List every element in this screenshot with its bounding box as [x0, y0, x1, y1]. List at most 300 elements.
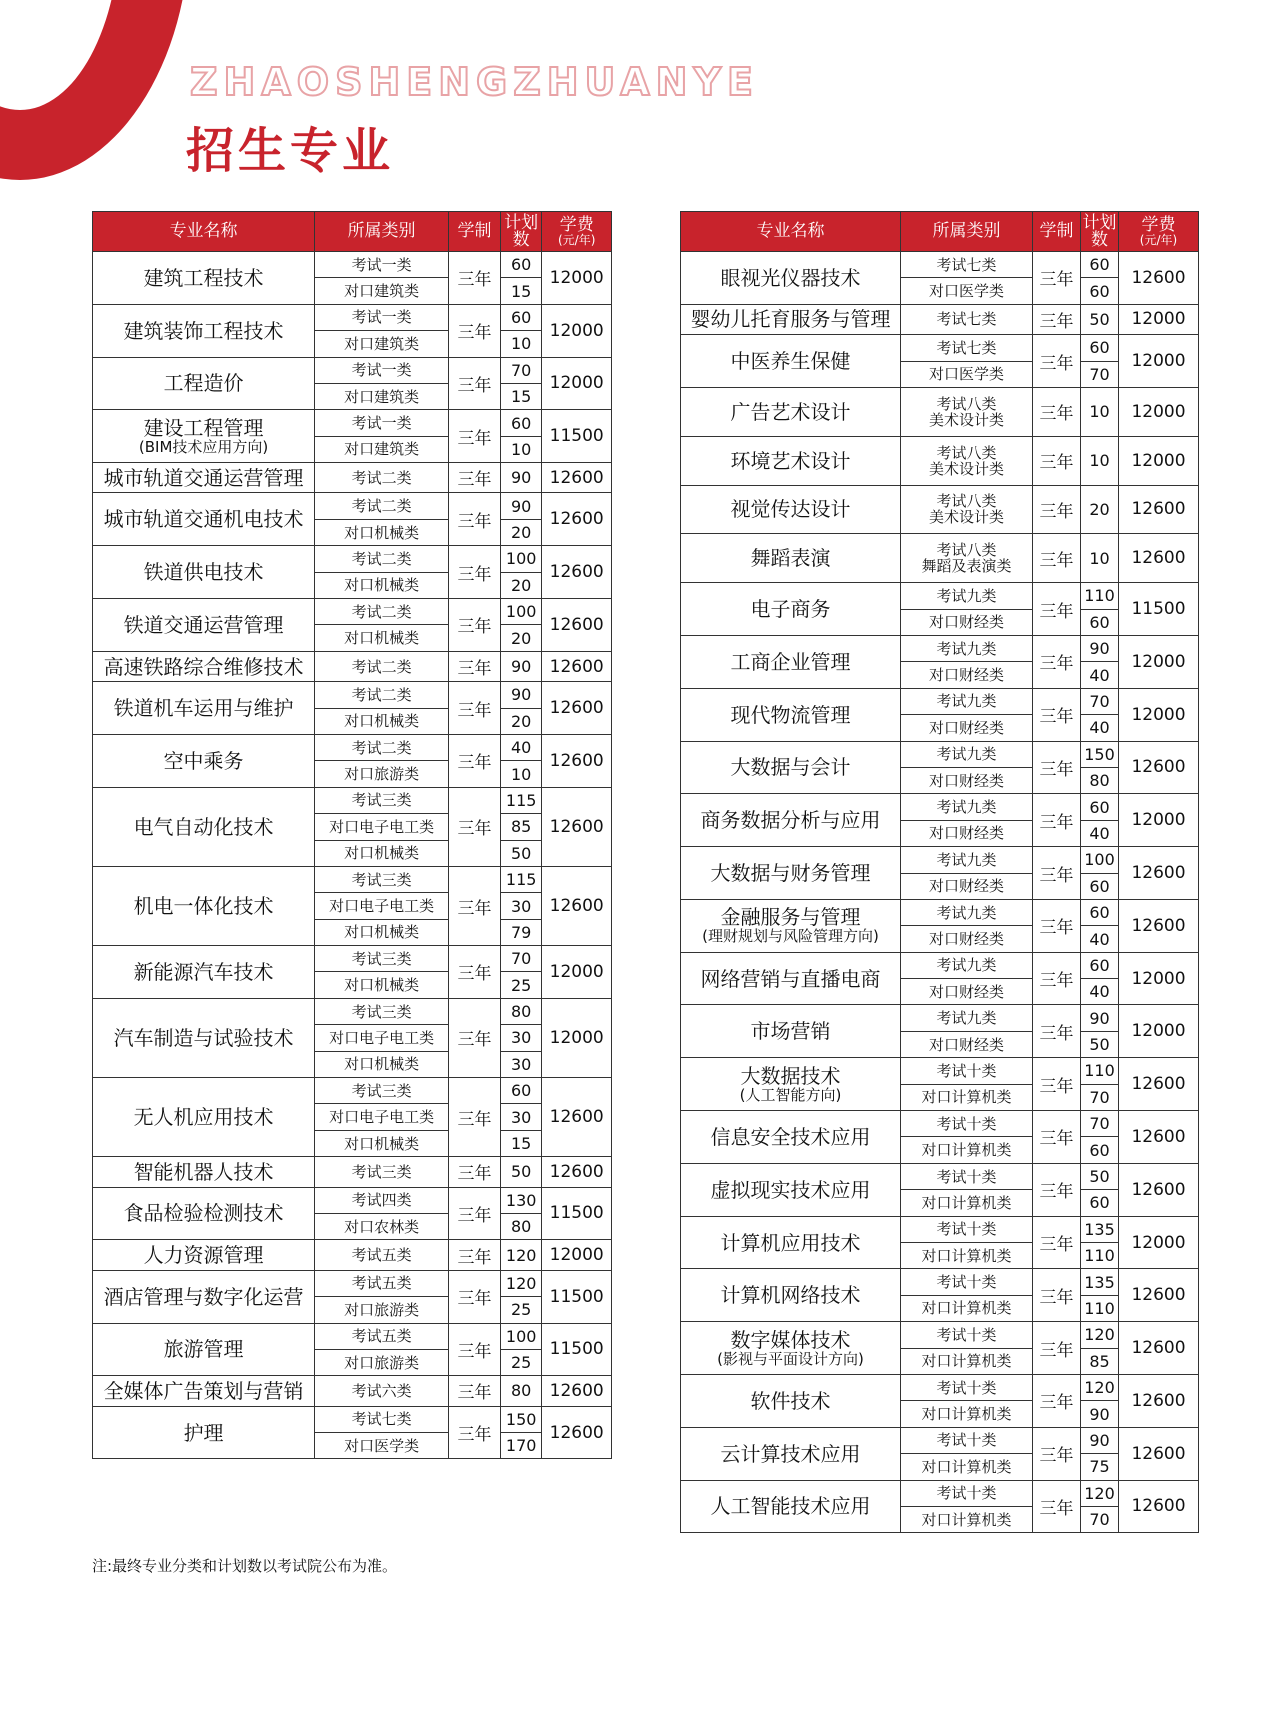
category-label: 考试八类	[936, 394, 997, 413]
category-label: 考试九类	[936, 1009, 997, 1028]
plan-count-cell: 75	[1081, 1454, 1119, 1480]
category-label: 对口电子电工类	[329, 897, 435, 915]
major-name-cell	[681, 534, 901, 583]
plan-count-cell: 60	[1081, 1190, 1119, 1216]
duration-cell: 三年	[1033, 1480, 1081, 1533]
category-cell	[315, 1270, 449, 1296]
category-label: 对口机械类	[344, 576, 420, 595]
category-cell	[315, 761, 449, 787]
plan-count-cell: 10	[500, 761, 542, 787]
category-cell	[315, 682, 449, 708]
fee-cell: 12000	[542, 252, 612, 305]
category-cell	[315, 304, 449, 330]
duration-cell: 三年	[449, 357, 501, 410]
category-cell	[901, 1269, 1033, 1295]
plan-count-cell: 30	[500, 1051, 542, 1077]
plan-count-cell: 60	[500, 410, 542, 436]
fee-cell: 12600	[1119, 534, 1199, 583]
duration-cell: 三年	[449, 599, 501, 652]
table-row	[681, 1111, 1199, 1137]
category-label: 考试二类	[351, 738, 412, 757]
major-name-cell	[681, 794, 901, 847]
category-cell	[901, 1374, 1033, 1400]
plan-count-cell: 10	[500, 331, 542, 357]
plan-count-cell: 60	[1081, 335, 1119, 361]
duration-cell: 三年	[1033, 1374, 1081, 1427]
table-row	[681, 741, 1199, 767]
major-name-cell	[681, 952, 901, 1005]
category-label: 考试八类	[936, 541, 997, 560]
major-direction: (理财规划与风险管理方向)	[702, 927, 879, 946]
major-name-cell	[681, 899, 901, 952]
duration-cell: 三年	[449, 734, 501, 787]
major-direction: (影视与平面设计方向)	[717, 1349, 864, 1368]
major-name-cell	[93, 787, 315, 866]
category-label: 对口计算机类	[921, 1088, 1012, 1107]
category-label: 对口电子电工类	[329, 1028, 435, 1047]
header-fee: 学费 (元/年)	[542, 212, 612, 252]
table-row	[681, 583, 1199, 609]
table-row	[681, 847, 1199, 873]
fee-cell: 12600	[1119, 1163, 1199, 1216]
duration-cell: 三年	[449, 1323, 501, 1376]
major-name-cell	[93, 1270, 315, 1323]
category-label: 考试三类	[351, 870, 412, 889]
table-row	[93, 1323, 612, 1349]
plan-count-cell: 20	[500, 625, 542, 651]
table-row	[681, 636, 1199, 662]
fee-cell: 12600	[542, 1078, 612, 1157]
fee-cell: 12000	[1119, 688, 1199, 741]
major-name: 大数据与财务管理	[710, 861, 871, 886]
category-label: 考试八类	[936, 492, 997, 511]
pinyin-heading: ZHAOSHENGZHUANYE	[190, 60, 759, 104]
major-name: 工商企业管理	[730, 649, 851, 674]
major-name: 电气自动化技术	[133, 814, 274, 839]
category-cell	[315, 1051, 449, 1077]
major-name: 食品检验检测技术	[123, 1201, 284, 1226]
category-cell	[315, 331, 449, 357]
major-name: 金融服务与管理	[720, 905, 861, 930]
duration-cell: 三年	[1033, 688, 1081, 741]
table-row	[681, 1374, 1199, 1400]
major-name: 中医养生保健	[730, 349, 851, 374]
header-duration: 学制	[1033, 212, 1081, 252]
category-label: 考试八类	[936, 443, 997, 462]
category-cell	[315, 787, 449, 813]
category-cell	[315, 357, 449, 383]
category-label: 对口旅游类	[344, 1300, 420, 1319]
fee-cell: 12600	[542, 463, 612, 493]
major-name: 建筑工程技术	[143, 265, 264, 290]
category-label: 考试九类	[936, 639, 997, 658]
plan-count-cell: 50	[1081, 1031, 1119, 1057]
major-name-cell	[93, 304, 315, 357]
category-cell	[315, 278, 449, 304]
plan-count-cell: 120	[1081, 1322, 1119, 1348]
header-category: 所属类别	[901, 212, 1033, 252]
plan-count-cell: 60	[500, 252, 542, 278]
category-cell	[901, 873, 1033, 899]
plan-count-cell: 60	[1081, 794, 1119, 820]
category-cell	[901, 387, 1033, 436]
plan-count-cell: 50	[500, 1157, 542, 1187]
category-cell	[901, 794, 1033, 820]
major-name: 市场营销	[750, 1019, 831, 1044]
category-label: 对口计算机类	[921, 1193, 1012, 1212]
category-label: 考试九类	[936, 692, 997, 711]
plan-count-cell: 90	[1081, 1427, 1119, 1453]
category-label: 考试十类	[936, 1325, 997, 1344]
duration-cell: 三年	[449, 410, 501, 463]
category-cell	[315, 893, 449, 919]
category-cell	[315, 919, 449, 945]
plan-count-cell: 110	[1081, 1243, 1119, 1269]
duration-cell: 三年	[1033, 952, 1081, 1005]
category-label: 对口农林类	[344, 1217, 420, 1236]
plan-count-cell: 10	[1081, 436, 1119, 485]
category-label: 考试十类	[936, 1220, 997, 1239]
fee-cell: 12600	[1119, 899, 1199, 952]
category-label: 对口建筑类	[344, 440, 420, 459]
majors-table-left	[92, 211, 612, 1459]
category-label: 对口机械类	[344, 523, 420, 542]
category-label: 考试十类	[936, 1167, 997, 1186]
major-name-cell	[93, 252, 315, 305]
category-cell	[315, 1213, 449, 1239]
plan-count-cell: 90	[500, 682, 542, 708]
major-name-cell	[93, 1323, 315, 1376]
category-label: 考试十类	[936, 1378, 997, 1397]
category-cell	[901, 1111, 1033, 1137]
category-label: 对口建筑类	[344, 282, 420, 301]
table-row	[681, 1058, 1199, 1084]
category-label: 对口计算机类	[921, 1510, 1012, 1529]
plan-count-cell: 10	[500, 436, 542, 462]
plan-count-cell: 10	[1081, 534, 1119, 583]
major-name-cell	[93, 866, 315, 945]
duration-cell: 三年	[449, 1376, 501, 1406]
plan-count-cell: 120	[500, 1270, 542, 1296]
category-label: 对口机械类	[344, 844, 420, 863]
duration-cell: 三年	[449, 651, 501, 681]
header-plan: 计划 数	[1082, 212, 1117, 250]
major-name-cell	[93, 1240, 315, 1270]
category-cell	[315, 383, 449, 409]
plan-count-cell: 150	[1081, 741, 1119, 767]
category-cell	[315, 1104, 449, 1130]
category-cell	[315, 1078, 449, 1104]
plan-count-cell: 70	[500, 357, 542, 383]
major-name-cell	[681, 1269, 901, 1322]
fee-cell: 12000	[1119, 636, 1199, 689]
category-cell	[315, 252, 449, 278]
plan-count-cell: 115	[500, 866, 542, 892]
table-row	[681, 899, 1199, 925]
category-cell	[315, 998, 449, 1024]
major-name-cell	[681, 583, 901, 636]
fee-cell: 12600	[1119, 1480, 1199, 1533]
plan-count-cell: 150	[500, 1406, 542, 1432]
fee-cell: 12000	[1119, 335, 1199, 388]
category-cell	[901, 820, 1033, 846]
plan-count-cell: 120	[500, 1240, 542, 1270]
plan-count-cell: 120	[1081, 1480, 1119, 1506]
major-name: 计算机应用技术	[720, 1230, 861, 1255]
category-cell	[901, 715, 1033, 741]
duration-cell: 三年	[1033, 1005, 1081, 1058]
decorative-corner-arc	[0, 0, 190, 180]
major-name-cell	[681, 436, 901, 485]
plan-count-cell: 40	[500, 734, 542, 760]
major-name-cell	[93, 998, 315, 1077]
category-cell	[901, 1427, 1033, 1453]
fee-cell: 11500	[542, 1323, 612, 1376]
fee-cell: 12600	[1119, 847, 1199, 900]
header-category: 所属类别	[315, 212, 449, 252]
major-direction: (BIM技术应用方向)	[138, 437, 269, 456]
plan-count-cell: 10	[1081, 387, 1119, 436]
plan-count-cell: 40	[1081, 820, 1119, 846]
category-cell	[901, 1163, 1033, 1189]
major-name: 护理	[183, 1420, 224, 1445]
category-label: 对口医学类	[928, 282, 1004, 301]
fee-cell: 12600	[542, 546, 612, 599]
duration-cell: 三年	[449, 866, 501, 945]
major-name: 信息安全技术应用	[710, 1124, 871, 1149]
plan-count-cell: 40	[1081, 715, 1119, 741]
major-name: 商务数据分析与应用	[700, 808, 881, 833]
duration-cell: 三年	[1033, 899, 1081, 952]
major-name-cell	[681, 1005, 901, 1058]
fee-cell: 11500	[542, 1270, 612, 1323]
category-label: 考试十类	[936, 1114, 997, 1133]
category-cell	[901, 534, 1033, 583]
table-row	[93, 410, 612, 436]
table-row	[681, 1216, 1199, 1242]
category-cell	[315, 572, 449, 598]
category-cell	[901, 1454, 1033, 1480]
category-label: 考试一类	[351, 414, 412, 433]
category-label: 考试三类	[351, 1002, 412, 1021]
table-row	[681, 1427, 1199, 1453]
major-name: 大数据与会计	[730, 755, 851, 780]
category-cell	[901, 436, 1033, 485]
plan-count-cell: 40	[1081, 662, 1119, 688]
table-row	[93, 946, 612, 972]
category-cell	[315, 410, 449, 436]
category-label: 对口建筑类	[344, 387, 420, 406]
duration-cell: 三年	[449, 682, 501, 735]
fee-cell: 12600	[1119, 1322, 1199, 1375]
table-row	[681, 1163, 1199, 1189]
category-cell	[901, 252, 1033, 278]
plan-count-cell: 110	[1081, 583, 1119, 609]
category-label: 对口财经类	[928, 982, 1004, 1001]
plan-count-cell: 80	[500, 998, 542, 1024]
category-cell	[315, 519, 449, 545]
major-name-cell	[93, 463, 315, 493]
category-label: 考试九类	[936, 850, 997, 869]
plan-count-cell: 25	[500, 1297, 542, 1323]
category-cell	[315, 1406, 449, 1432]
plan-count-cell: 90	[1081, 1401, 1119, 1427]
plan-count-cell: 30	[500, 1104, 542, 1130]
duration-cell: 三年	[1033, 794, 1081, 847]
category-label: 考试十类	[936, 1484, 997, 1503]
table-row	[93, 304, 612, 330]
duration-cell: 三年	[449, 787, 501, 866]
category-cell	[315, 1157, 449, 1187]
table-row	[681, 387, 1199, 436]
category-cell	[315, 866, 449, 892]
category-label: 对口财经类	[928, 877, 1004, 896]
plan-count-cell: 135	[1081, 1216, 1119, 1242]
major-name-cell	[681, 1163, 901, 1216]
plan-count-cell: 15	[500, 278, 542, 304]
header-plan: 计划 数	[500, 212, 542, 252]
category-label: 考试一类	[351, 361, 412, 380]
major-name: 汽车制造与试验技术	[113, 1025, 294, 1050]
duration-cell: 三年	[449, 1157, 501, 1187]
plan-count-cell: 25	[500, 972, 542, 998]
category-cell	[901, 1243, 1033, 1269]
plan-count-cell: 20	[500, 572, 542, 598]
category-label: 对口机械类	[344, 923, 420, 942]
category-label: 考试九类	[936, 798, 997, 817]
category-cell	[901, 1216, 1033, 1242]
major-name-cell	[93, 546, 315, 599]
major-name: 无人机应用技术	[133, 1105, 274, 1130]
duration-cell: 三年	[1033, 1111, 1081, 1164]
major-name: 高速铁路综合维修技术	[103, 654, 304, 679]
footnote: 注:最终专业分类和计划数以考试院公布为准。	[92, 1557, 398, 1575]
major-name: 虚拟现实技术应用	[710, 1177, 871, 1202]
major-name: 人力资源管理	[143, 1243, 264, 1268]
plan-count-cell: 60	[1081, 609, 1119, 635]
plan-count-cell: 80	[1081, 767, 1119, 793]
category-cell	[315, 1187, 449, 1213]
header-fee: 学费 (元/年)	[1119, 212, 1199, 252]
category-label: 对口财经类	[928, 718, 1004, 737]
duration-cell: 三年	[449, 493, 501, 546]
plan-count-cell: 80	[500, 1213, 542, 1239]
category-label: 对口医学类	[344, 1436, 420, 1455]
category-label: 对口电子电工类	[329, 817, 435, 836]
category-cell	[315, 1240, 449, 1270]
major-name: 城市轨道交通机电技术	[103, 507, 304, 532]
major-name-cell	[681, 1111, 901, 1164]
duration-cell: 三年	[1033, 534, 1081, 583]
major-name: 铁道交通运营管理	[123, 612, 284, 637]
plan-count-cell: 70	[1081, 361, 1119, 387]
major-name-cell	[93, 357, 315, 410]
fee-cell: 12000	[542, 998, 612, 1077]
major-name: 酒店管理与数字化运营	[103, 1284, 304, 1309]
plan-count-cell: 70	[500, 946, 542, 972]
table-header-row	[681, 212, 1199, 252]
plan-count-cell: 70	[1081, 1506, 1119, 1532]
category-label: 考试五类	[351, 1274, 412, 1293]
fee-cell: 12000	[1119, 387, 1199, 436]
fee-cell: 11500	[1119, 583, 1199, 636]
major-name-cell	[681, 636, 901, 689]
major-name-cell	[681, 1480, 901, 1533]
plan-count-cell: 135	[1081, 1269, 1119, 1295]
category-label: 对口机械类	[344, 629, 420, 648]
table-row	[93, 1376, 612, 1406]
category-label: 考试七类	[936, 338, 997, 357]
fee-cell: 12000	[1119, 952, 1199, 1005]
major-name-cell	[681, 1058, 901, 1111]
major-name: 网络营销与直播电商	[700, 966, 881, 991]
fee-cell: 12600	[1119, 1269, 1199, 1322]
plan-count-cell: 60	[1081, 952, 1119, 978]
table-row	[681, 436, 1199, 485]
plan-count-cell: 79	[500, 919, 542, 945]
category-cell	[901, 1058, 1033, 1084]
table-row	[93, 493, 612, 519]
major-name-cell	[681, 387, 901, 436]
duration-cell: 三年	[1033, 335, 1081, 388]
major-name: 人工智能技术应用	[710, 1494, 871, 1519]
table-row	[681, 534, 1199, 583]
category-cell	[901, 1084, 1033, 1110]
table-row	[93, 463, 612, 493]
category-label: 对口计算机类	[921, 1405, 1012, 1424]
table-row	[93, 1270, 612, 1296]
category-cell	[901, 1401, 1033, 1427]
major-name-cell	[93, 682, 315, 735]
fee-cell: 12600	[1119, 1374, 1199, 1427]
major-name: 大数据技术	[740, 1063, 841, 1088]
category-label: 对口机械类	[344, 1134, 420, 1153]
plan-count-cell: 40	[1081, 926, 1119, 952]
major-name-cell	[681, 252, 901, 305]
fee-cell: 12000	[542, 1240, 612, 1270]
duration-cell: 三年	[449, 252, 501, 305]
major-name: 眼视光仪器技术	[720, 265, 861, 290]
category-cell	[901, 1480, 1033, 1506]
table-row	[93, 1406, 612, 1432]
fee-cell: 12600	[1119, 1058, 1199, 1111]
category-label: 考试二类	[351, 497, 412, 516]
fee-cell: 12600	[542, 734, 612, 787]
major-name: 广告艺术设计	[730, 399, 851, 424]
fee-cell: 12000	[1119, 1216, 1199, 1269]
major-name: 环境艺术设计	[730, 448, 851, 473]
category-label: 考试三类	[351, 1081, 412, 1100]
category-cell	[901, 1295, 1033, 1321]
plan-count-cell: 60	[500, 1078, 542, 1104]
category-label: 考试七类	[351, 1410, 412, 1429]
category-cell	[315, 651, 449, 681]
category-cell	[315, 625, 449, 651]
header-duration: 学制	[449, 212, 501, 252]
category-cell	[315, 493, 449, 519]
category-cell	[315, 840, 449, 866]
category-label: 对口财经类	[928, 613, 1004, 632]
category-label: 考试十类	[936, 1273, 997, 1292]
category-label: 对口建筑类	[344, 334, 420, 353]
major-name-cell	[93, 1078, 315, 1157]
major-name-cell	[93, 1187, 315, 1240]
major-name-cell	[681, 688, 901, 741]
major-name: 建设工程管理	[143, 415, 264, 440]
category-label: 考试三类	[351, 791, 412, 810]
category-label: 对口财经类	[928, 824, 1004, 843]
duration-cell: 三年	[449, 1240, 501, 1270]
